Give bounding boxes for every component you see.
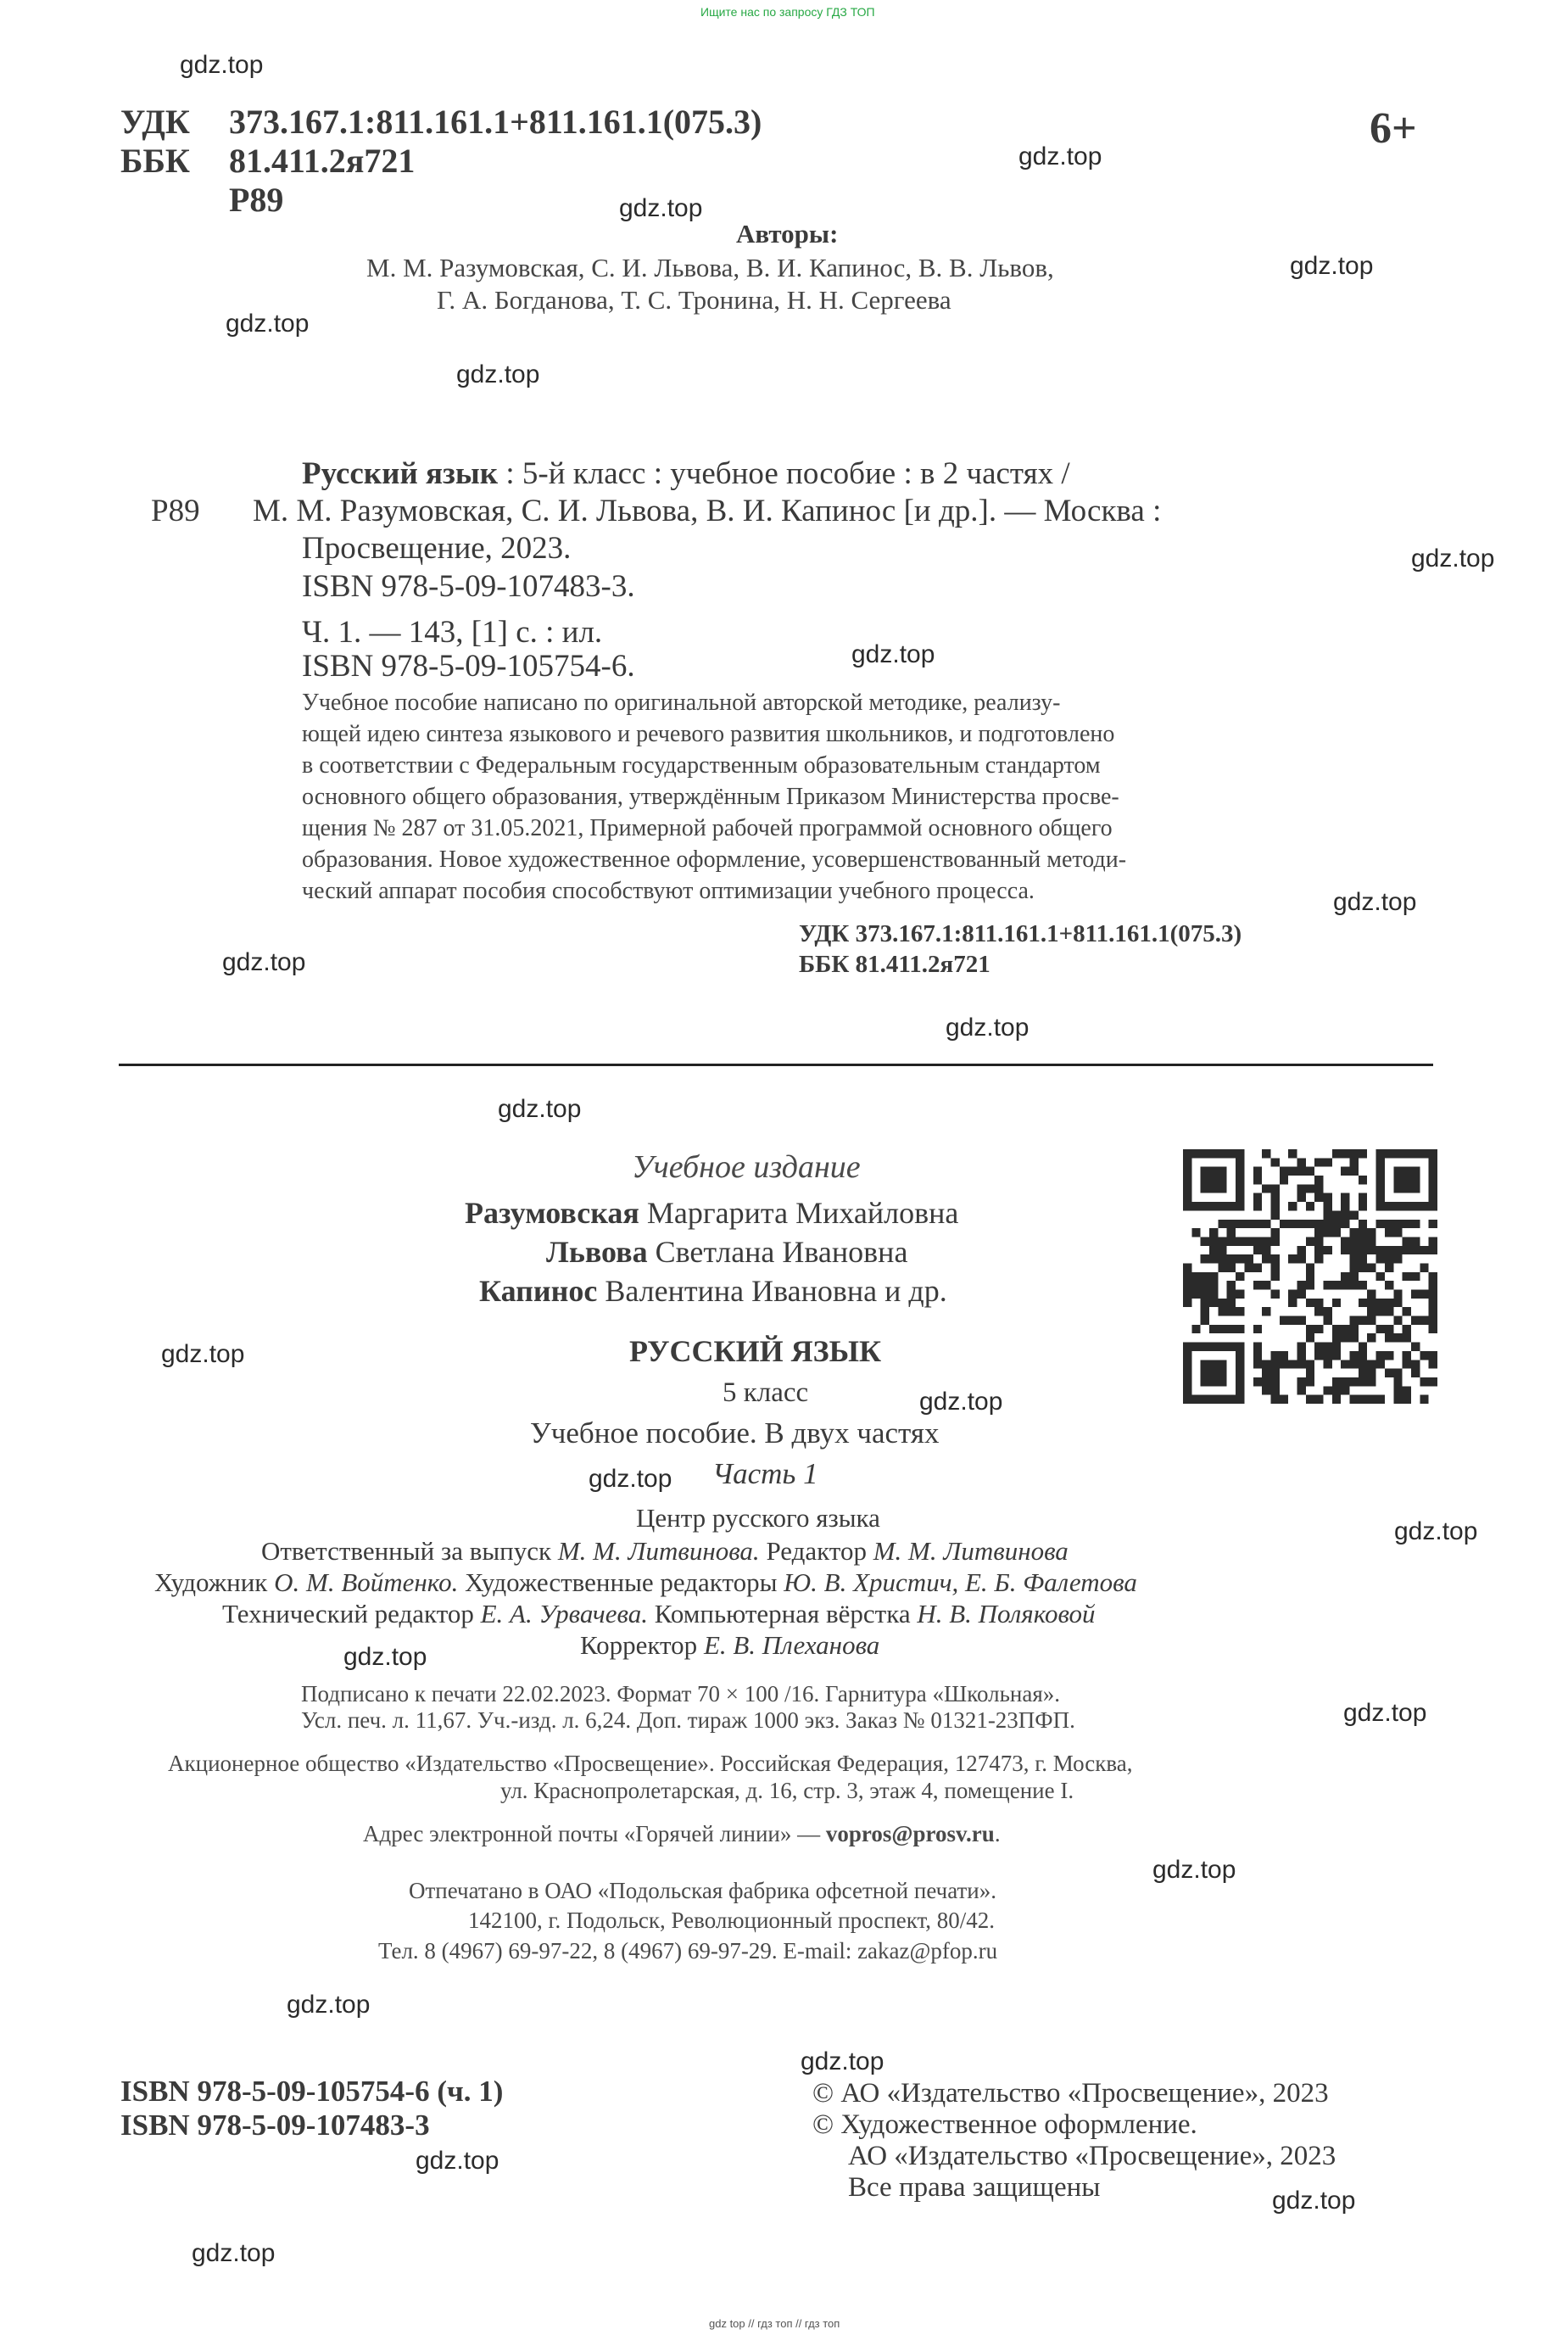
author-surname: Капинос (479, 1274, 598, 1308)
copyright-line-2: © Художественное оформление. (812, 2109, 1197, 2140)
watermark: gdz.top (851, 640, 935, 668)
credit-label: Компьютерная вёрстка (654, 1599, 911, 1628)
credit-name: Е. А. Урвачева. (480, 1599, 648, 1628)
watermark: gdz.top (161, 1340, 245, 1368)
age-rating: 6+ (1370, 104, 1417, 153)
credit-name: М. М. Литвинова. (557, 1536, 760, 1566)
credits-line-3 (222, 1597, 1096, 1631)
biblio-line-4: ISBN 978-5-09-107483-3. (302, 569, 635, 604)
imprint-author-1 (465, 1196, 958, 1230)
watermark: gdz.top (1290, 252, 1374, 280)
annotation-udk: УДК 373.167.1:811.161.1+811.161.1(075.3) (799, 920, 1242, 947)
authors-line-1: М. М. Разумовская, С. И. Львова, В. И. Капинос, В. В. Львов, (366, 253, 1054, 282)
copyright-line-1: © АО «Издательство «Просвещение», 2023 (812, 2078, 1329, 2109)
watermark: gdz.top (919, 1388, 1003, 1416)
divider (119, 1064, 1433, 1066)
credit-name: Н. В. Поляковой (917, 1599, 1096, 1628)
watermark: gdz.top (498, 1095, 582, 1123)
watermark: gdz.top (619, 194, 703, 222)
credit-label: Ответственный за выпуск (261, 1536, 552, 1566)
watermark: gdz.top (1272, 2187, 1356, 2215)
top-banner[interactable]: Ищите нас по запросу ГДЗ ТОП (700, 5, 875, 19)
print-line-1: Подписано к печати 22.02.2023. Формат 70 × 100 /16. Гарнитура «Школьная». (301, 1681, 1060, 1707)
watermark: gdz.top (589, 1465, 672, 1493)
annotation-line: основного общего образования, утверждённым Приказом Министерства просве- (302, 784, 1119, 810)
book-subtitle: Учебное пособие. В двух частях (530, 1416, 940, 1450)
credit-label: Технический редактор (222, 1599, 474, 1628)
annotation-line: ческий аппарат пособия способствуют оптимизации учебного процесса. (302, 878, 1035, 904)
annotation-line: Учебное пособие написано по оригинальной авторской методике, реализу- (302, 690, 1061, 716)
publisher-line-2: ул. Краснопролетарская, д. 16, стр. 3, этаж 4, помещение I. (500, 1778, 1074, 1803)
annotation-line: образования. Новое художественное оформление, усовершенствованный методи- (302, 846, 1127, 873)
printed-line-2: 142100, г. Подольск, Революционный проспект, 80/42. (468, 1908, 995, 1933)
watermark: gdz.top (287, 1991, 371, 2019)
annotation-line: в соответствии с Федеральным государственным образовательным стандартом (302, 752, 1101, 779)
watermark: gdz.top (946, 1014, 1030, 1042)
biblio-line-6: ISBN 978-5-09-105754-6. (302, 649, 635, 684)
author-surname: Львова (546, 1235, 648, 1269)
author-sign: Р89 (229, 181, 284, 219)
hotline-line (363, 1821, 1001, 1847)
credits-line-2 (154, 1566, 1137, 1600)
watermark: gdz.top (1411, 545, 1495, 573)
annotation-line: ющей идею синтеза языкового и речевого развития школьников, и подготовлено (302, 721, 1115, 747)
biblio-line-5: Ч. 1. — 143, [1] с. : ил. (302, 615, 603, 650)
watermark: gdz.top (1333, 888, 1417, 916)
annotation-line: щения № 287 от 31.05.2021, Примерной рабочей программой основного общего (302, 815, 1113, 841)
udk-value: 373.167.1:811.161.1+811.161.1(075.3) (229, 103, 762, 141)
watermark: gdz.top (1343, 1699, 1427, 1727)
biblio-line-2: М. М. Разумовская, С. И. Львова, В. И. Капинос [и др.]. — Москва : (253, 494, 1162, 528)
credits-line-4 (580, 1628, 879, 1662)
bbk-label: ББК (120, 142, 190, 180)
credit-label: Редактор (766, 1536, 867, 1566)
part: Часть 1 (712, 1457, 818, 1490)
watermark: gdz.top (180, 51, 264, 79)
watermark: gdz.top (226, 310, 310, 338)
credit-name: Ю. В. Христич, Е. Б. Фалетова (784, 1567, 1137, 1597)
credit-label: Художественные редакторы (465, 1567, 778, 1597)
watermark: gdz.top (1018, 142, 1102, 170)
watermark: gdz.top (416, 2147, 499, 2175)
copyright-line-3: АО «Издательство «Просвещение», 2023 (848, 2141, 1336, 2171)
author-given-name: Светлана Ивановна (655, 1235, 908, 1269)
imprint-author-3 (479, 1274, 947, 1308)
edition-type: Учебное издание (632, 1149, 861, 1185)
watermark: gdz.top (456, 360, 540, 388)
authors-line-2: Г. А. Богданова, Т. С. Тронина, Н. Н. Сергеева (437, 285, 951, 315)
isbn-part-1: ISBN 978-5-09-105754-6 (ч. 1) (120, 2075, 504, 2108)
print-line-2: Усл. печ. л. 11,67. Уч.-изд. л. 6,24. Доп. тираж 1000 экз. Заказ № 01321-23ПФП. (301, 1707, 1075, 1733)
watermark: gdz.top (192, 2239, 276, 2267)
annotation-bbk: ББК 81.411.2я721 (799, 951, 990, 978)
hotline-email-link[interactable]: vopros@prosv.ru (825, 1821, 995, 1846)
watermark: gdz.top (222, 948, 306, 976)
biblio-title: Русский язык (302, 456, 499, 491)
imprint-author-2 (546, 1235, 907, 1269)
isbn-full-set: ISBN 978-5-09-107483-3 (120, 2109, 430, 2142)
credit-name: О. М. Войтенко. (274, 1567, 459, 1597)
publisher-line-1: Акционерное общество «Издательство «Просвещение». Российская Федерация, 127473, г. Москва, (168, 1751, 1133, 1776)
printed-line-3: Тел. 8 (4967) 69-97-22, 8 (4967) 69-97-29. E-mail: zakaz@pfop.ru (378, 1938, 998, 1964)
udk-label: УДК (120, 103, 190, 141)
author-surname: Разумовская (465, 1196, 639, 1230)
book-title: РУССКИЙ ЯЗЫК (629, 1334, 882, 1368)
bottom-banner[interactable]: gdz top // гдз топ // гдз топ (709, 2317, 840, 2330)
watermark: gdz.top (1394, 1517, 1478, 1545)
hotline-end: . (994, 1821, 1001, 1846)
credit-label: Художник (154, 1567, 268, 1597)
credit-name: Е. В. Плеханова (703, 1630, 880, 1660)
credit-label: Корректор (580, 1630, 698, 1660)
watermark: gdz.top (1152, 1856, 1236, 1884)
biblio-line-1-rest: : 5-й класс : учебное пособие : в 2 частях / (498, 456, 1070, 491)
author-given-name: Валентина Ивановна и др. (605, 1274, 947, 1308)
printed-line-1: Отпечатано в ОАО «Подольская фабрика офсетной печати». (409, 1878, 996, 1903)
author-given-name: Маргарита Михайловна (646, 1196, 959, 1230)
qr-code[interactable] (1183, 1149, 1437, 1404)
grade: 5 класс (723, 1377, 809, 1408)
watermark: gdz.top (343, 1643, 427, 1671)
biblio-line-1 (302, 455, 1070, 493)
credits-line-1 (261, 1534, 1069, 1568)
center: Центр русского языка (636, 1503, 880, 1533)
credit-name: М. М. Литвинова (873, 1536, 1069, 1566)
watermark: gdz.top (801, 2047, 884, 2075)
authors-heading: Авторы: (736, 219, 839, 249)
copyright-line-4: Все права защищены (848, 2172, 1101, 2203)
bbk-value: 81.411.2я721 (229, 142, 416, 180)
biblio-sign: Р89 (151, 494, 200, 528)
biblio-line-3: Просвещение, 2023. (302, 531, 572, 566)
hotline-label: Адрес электронной почты «Горячей линии» — (363, 1821, 821, 1846)
